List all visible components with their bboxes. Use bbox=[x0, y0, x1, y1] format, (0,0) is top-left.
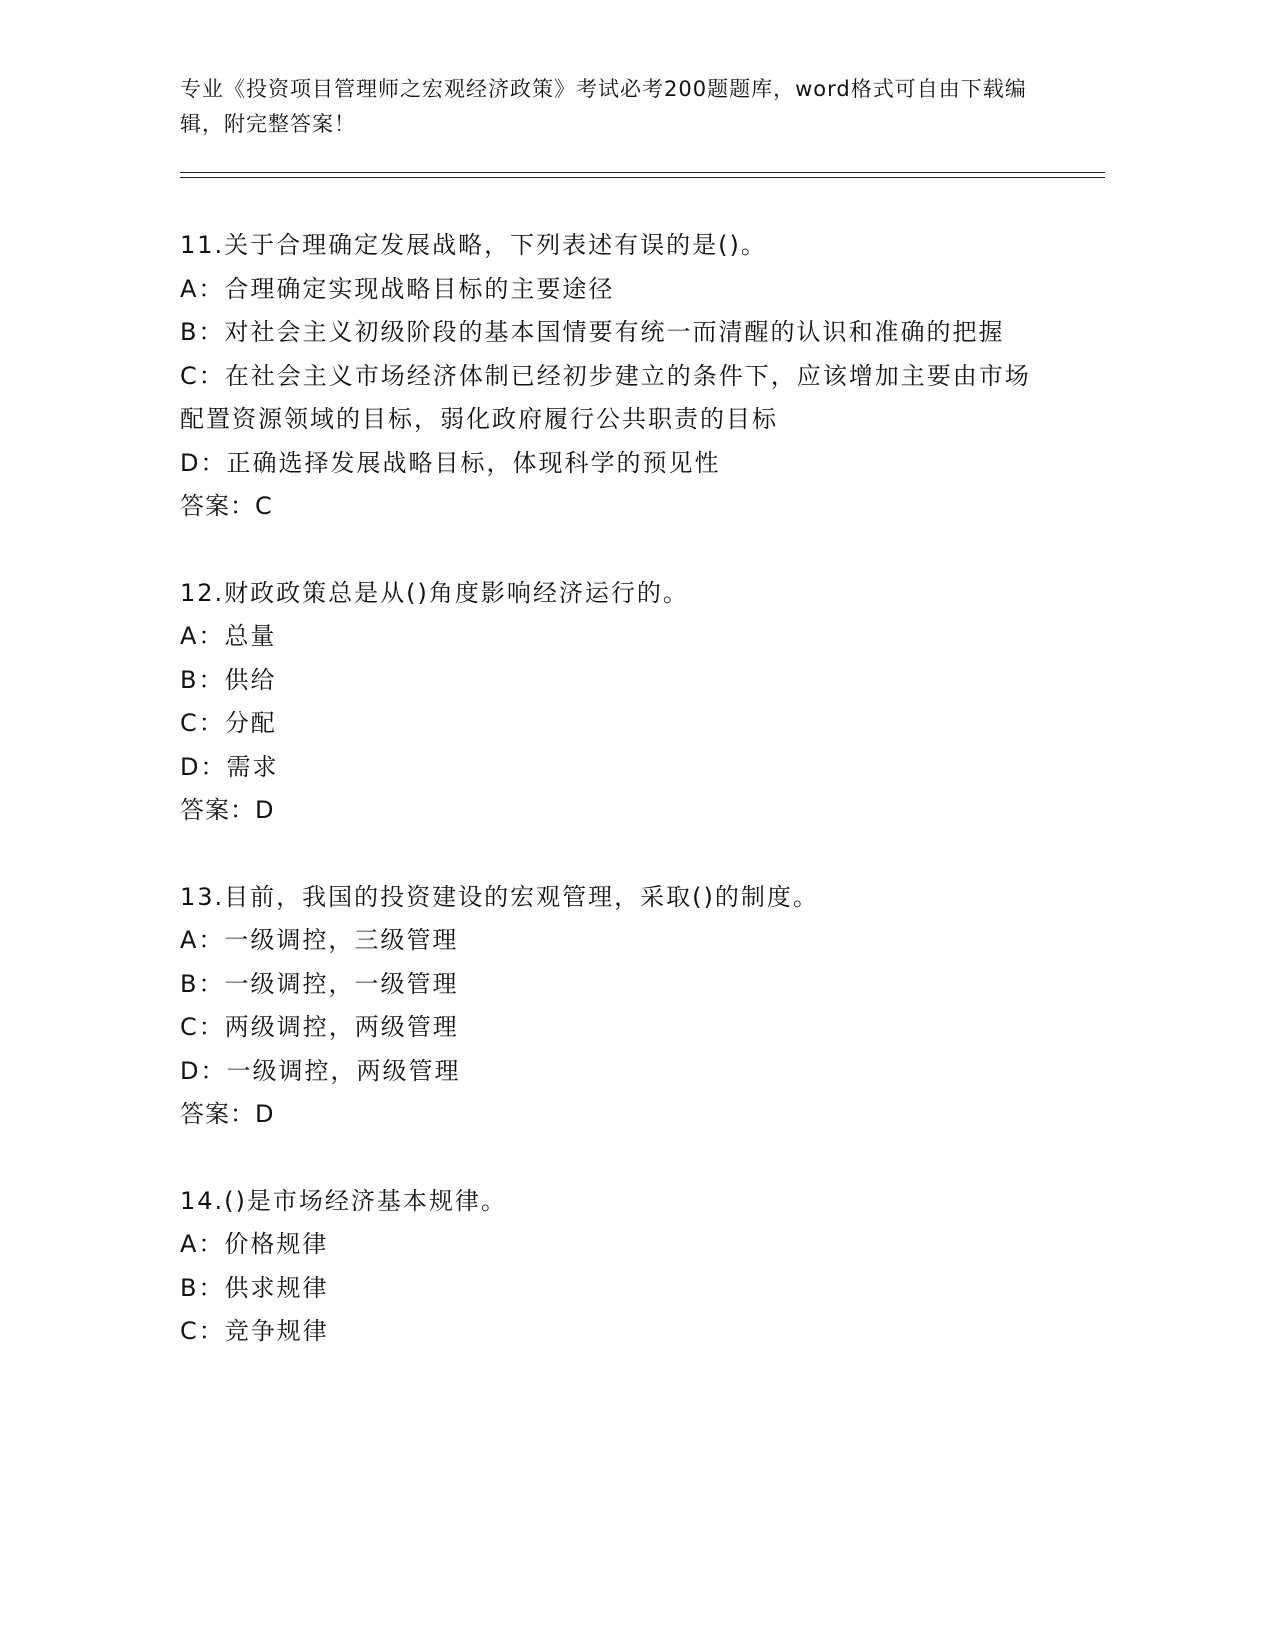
question-block bbox=[180, 876, 1040, 1137]
option-d: D：正确选择发展战略目标，体现科学的预见性 bbox=[180, 448, 721, 477]
document-header-note: 专业《投资项目管理师之宏观经济政策》考试必考200题题库，word格式可自由下载编辑，附完整答案！ bbox=[180, 77, 1027, 136]
question-stem: 11.关于合理确定发展战略，下列表述有误的是()。 bbox=[180, 231, 767, 259]
question-stem: 13.目前，我国的投资建设的宏观管理，采取()的制度。 bbox=[180, 882, 819, 911]
question-stem: 12.财政政策总是从()角度影响经济运行的。 bbox=[180, 578, 689, 607]
option-a: A：合理确定实现战略目标的主要途径 bbox=[180, 274, 615, 303]
option-a: A：价格规律 bbox=[180, 1230, 329, 1258]
option-b: B：一级调控，一级管理 bbox=[180, 969, 459, 998]
header-divider-bottom bbox=[180, 177, 1105, 178]
answer-line: 答案：D bbox=[180, 1100, 275, 1128]
option-b: B：对社会主义初级阶段的基本国情要有统一而清醒的认识和准确的把握 bbox=[180, 318, 1005, 346]
header-divider-top bbox=[180, 172, 1105, 173]
option-d: D：一级调控，两级管理 bbox=[180, 1056, 461, 1085]
option-a: A：总量 bbox=[180, 622, 277, 650]
option-c: C：分配 bbox=[180, 709, 277, 737]
option-c: C：在社会主义市场经济体制已经初步建立的条件下，应该增加主要由市场配置资源领域的目标，弱化政府履行公共职责的目标 bbox=[180, 361, 1031, 433]
option-d: D：需求 bbox=[180, 752, 279, 781]
question-stem: 14.()是市场经济基本规律。 bbox=[180, 1186, 507, 1215]
question-block bbox=[180, 224, 1040, 529]
answer-line: 答案：D bbox=[180, 796, 275, 824]
option-b: B：供求规律 bbox=[180, 1273, 329, 1302]
answer-line: 答案：C bbox=[180, 492, 273, 520]
question-list bbox=[180, 224, 1040, 1397]
question-block bbox=[180, 572, 1040, 833]
option-c: C：两级调控，两级管理 bbox=[180, 1013, 459, 1041]
question-block bbox=[180, 1180, 1040, 1354]
option-b: B：供给 bbox=[180, 665, 277, 694]
option-c: C：竞争规律 bbox=[180, 1317, 329, 1345]
option-a: A：一级调控，三级管理 bbox=[180, 926, 459, 954]
